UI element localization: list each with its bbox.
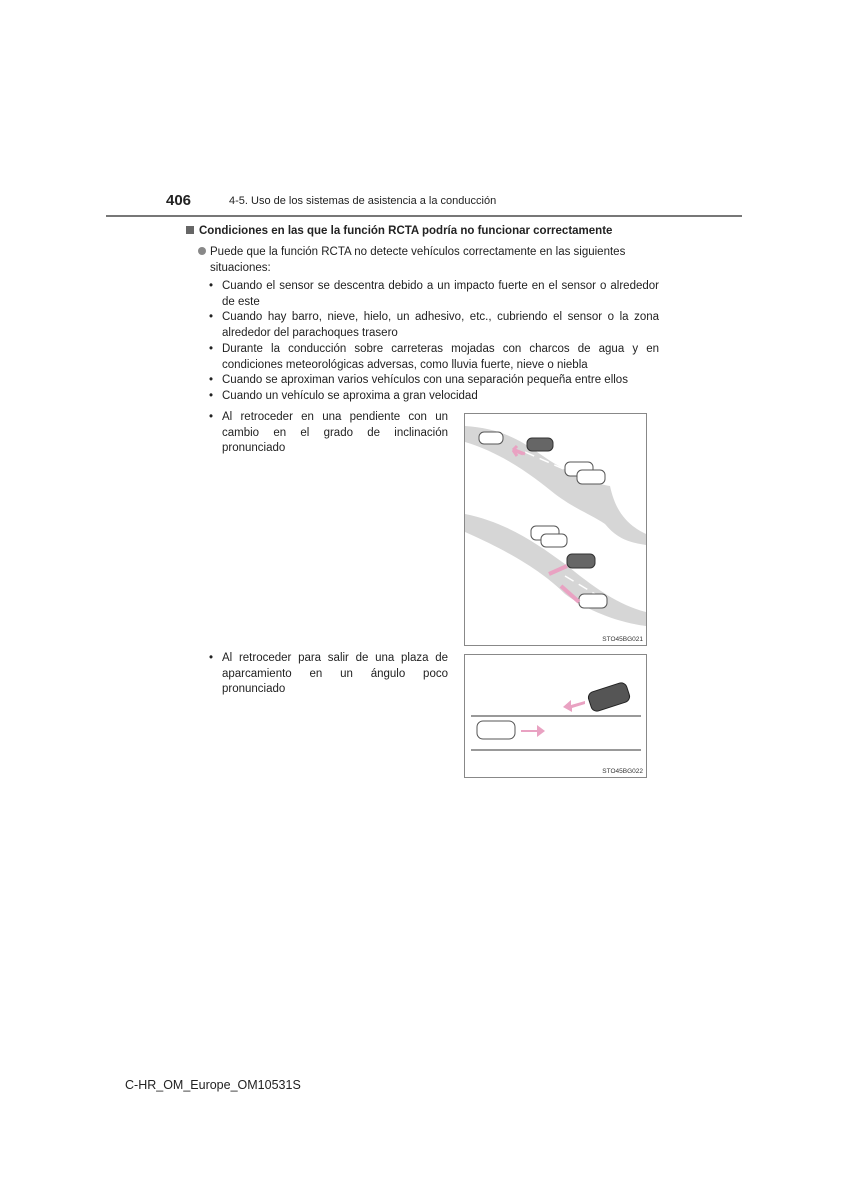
section-title: 4-5. Uso de los sistemas de asistencia a la conducción	[229, 195, 497, 207]
list-item: • Cuando hay barro, nieve, hielo, un adhesivo, etc., cubriendo el sensor o la zona alrededor del parachoques trasero	[209, 310, 659, 341]
intro-line-1: Puede que la función RCTA no detecte vehículos correctamente en las siguientes	[210, 246, 626, 258]
car-icon	[579, 594, 607, 608]
situations-list	[209, 279, 659, 405]
parking-situation-text: • Al retroceder para salir de una plaza de aparcamiento en un ángulo poco pronunciado	[209, 651, 448, 698]
circle-bullet-icon	[198, 247, 206, 255]
slope-roads-drawing	[465, 414, 646, 645]
page-number: 406	[166, 192, 192, 209]
list-item: • Durante la conducción sobre carreteras mojadas con charcos de agua y en condiciones meteorológicas adversas, como lluvia fuerte, nieve o niebla	[209, 342, 659, 373]
arrow-left-icon	[563, 700, 585, 712]
car-icon	[479, 432, 503, 444]
list-item: • Cuando el sensor se descentra debido a un impacto fuerte en el sensor o alrededor de este	[209, 279, 659, 310]
car-icon	[477, 721, 515, 739]
slope-situation-text: • Al retroceder en una pendiente con un cambio en el grado de inclinación pronunciado	[209, 410, 448, 457]
list-item: • Cuando se aproximan varios vehículos con una separación pequeña entre ellos	[209, 373, 659, 389]
intro-line-2: situaciones:	[210, 262, 271, 274]
heading-text: Condiciones en las que la función RCTA podría no funcionar correctamente	[199, 225, 613, 237]
figure-code: STO45BG021	[602, 636, 643, 643]
car-icon	[587, 681, 631, 712]
header-divider	[106, 215, 742, 217]
intro-paragraph	[198, 244, 662, 276]
parking-drawing	[465, 655, 646, 777]
slope-illustration	[464, 413, 647, 646]
conditions-heading	[186, 225, 612, 237]
car-icon	[541, 534, 567, 547]
car-icon	[527, 438, 553, 451]
parking-illustration	[464, 654, 647, 778]
arrow-right-icon	[521, 725, 545, 737]
document-id: C-HR_OM_Europe_OM10531S	[125, 1078, 301, 1092]
square-bullet-icon	[186, 226, 194, 234]
car-icon	[577, 470, 605, 484]
car-icon	[567, 554, 595, 568]
figure-code: STO45BG022	[602, 768, 643, 775]
list-item: • Cuando un vehículo se aproxima a gran velocidad	[209, 389, 659, 405]
